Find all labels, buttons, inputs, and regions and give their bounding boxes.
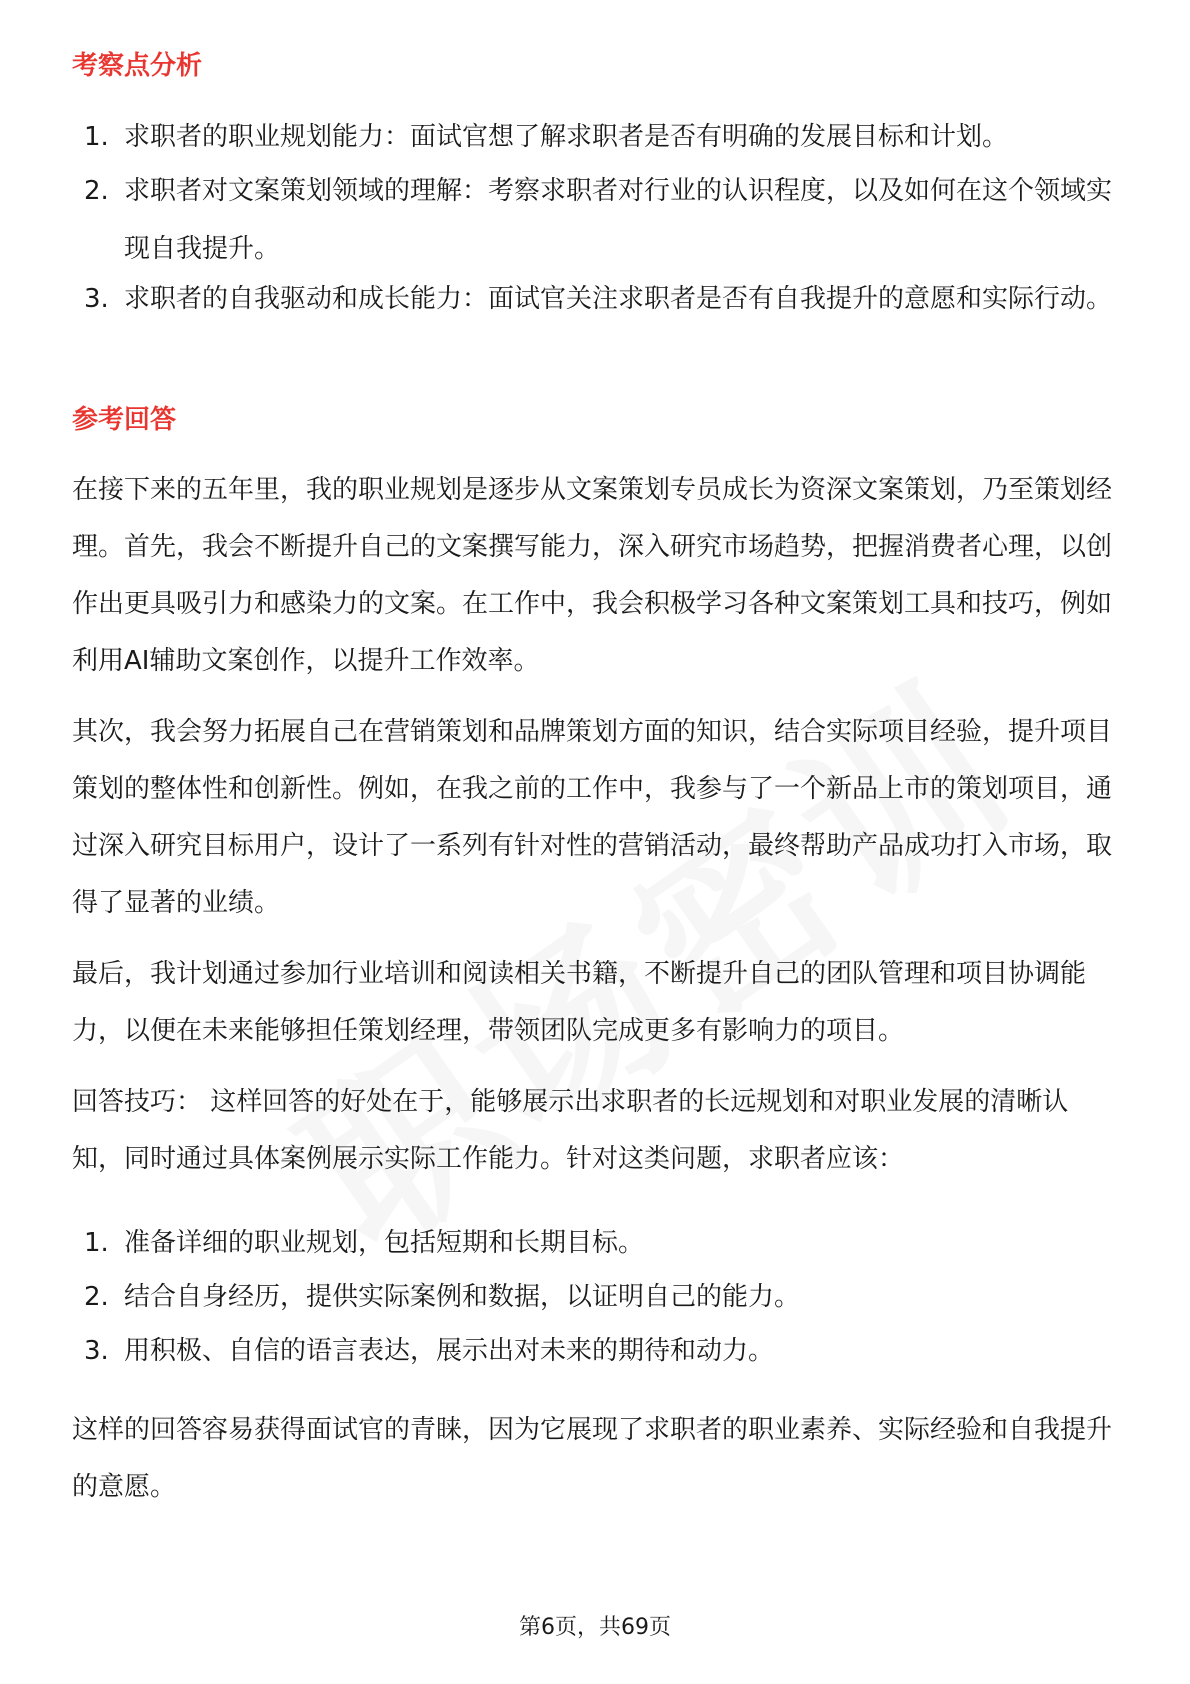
answer-paragraph: 最后，我计划通过参加行业培训和阅读相关书籍，不断提升自己的团队管理和项目协调能力，以便在未来能够担任策划经理，带领团队完成更多有影响力的项目。 <box>72 959 1087 1046</box>
tips-intro: 回答技巧： 这样回答的好处在于，能够展示出求职者的长远规划和对职业发展的清晰认知，同时通过具体案例展示实际工作能力。针对这类问题，求职者应该： <box>72 1087 1069 1174</box>
list-item <box>84 1214 1118 1272</box>
list-item <box>84 1268 1118 1326</box>
closing-paragraph: 这样的回答容易获得面试官的青睐，因为它展现了求职者的职业素养、实际经验和自我提升的意愿。 <box>72 1415 1113 1502</box>
list-number: 2. <box>84 176 109 206</box>
list-number: 3. <box>84 1336 109 1366</box>
list-text: 用积极、自信的语言表达，展示出对未来的期待和动力。 <box>124 1336 775 1366</box>
section-title-answer: 参考回答 <box>72 405 177 435</box>
list-text: 求职者的职业规划能力：面试官想了解求职者是否有明确的发展目标和计划。 <box>124 122 1009 152</box>
list-text: 准备详细的职业规划，包括短期和长期目标。 <box>124 1228 645 1258</box>
section-title-analysis: 考察点分析 <box>72 51 203 81</box>
list-item <box>84 270 1118 328</box>
list-item <box>84 162 1118 278</box>
list-number: 1. <box>84 122 109 152</box>
list-number: 3. <box>84 284 109 314</box>
list-text: 求职者的自我驱动和成长能力：面试官关注求职者是否有自我提升的意愿和实际行动。 <box>124 284 1113 314</box>
list-number: 1. <box>84 1228 109 1258</box>
list-item <box>84 108 1118 166</box>
answer-paragraph: 其次，我会努力拓展自己在营销策划和品牌策划方面的知识，结合实际项目经验，提升项目策划的整体性和创新性。例如，在我之前的工作中，我参与了一个新品上市的策划项目，通过深入研究目标用户，设计了一系列有针对性的营销活动，最终帮助产品成功打入市场，取得了显著的业绩。 <box>72 717 1113 918</box>
list-text: 求职者对文案策划领域的理解：考察求职者对行业的认识程度，以及如何在这个领域实现自我提升。 <box>124 176 1113 264</box>
page-number: 第6页，共69页 <box>519 1615 671 1640</box>
list-text: 结合自身经历，提供实际案例和数据，以证明自己的能力。 <box>124 1282 801 1312</box>
list-item <box>84 1322 1118 1380</box>
answer-paragraph: 在接下来的五年里，我的职业规划是逐步从文案策划专员成长为资深文案策划，乃至策划经理。首先，我会不断提升自己的文案撰写能力，深入研究市场趋势，把握消费者心理，以创作出更具吸引力和感染力的文案。在工作中，我会积极学习各种文案策划工具和技巧，例如利用AI辅助文案创作，以提升工作效率。 <box>72 475 1113 676</box>
list-number: 2. <box>84 1282 109 1312</box>
